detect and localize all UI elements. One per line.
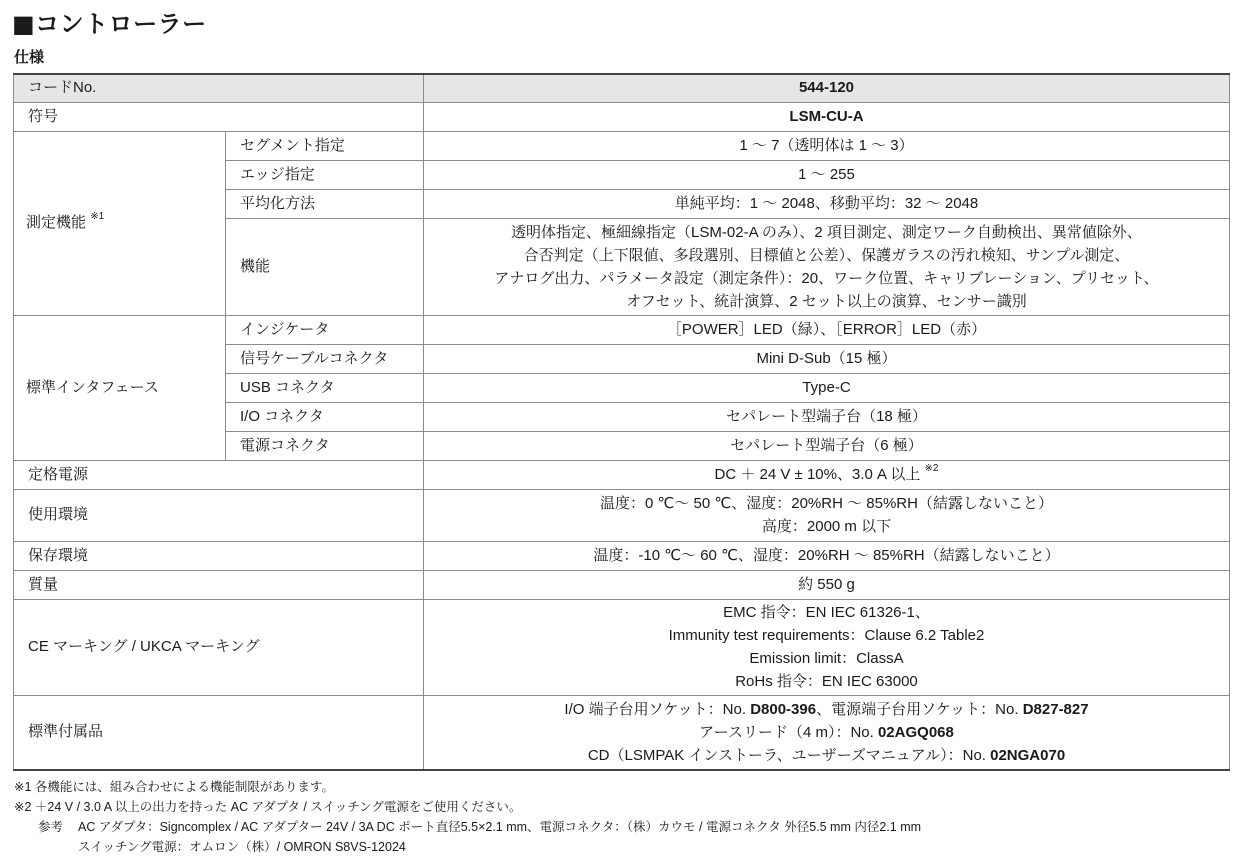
indicator-label: インジケータ	[226, 315, 424, 344]
rated-power-value: DC ＋ 24 V ± 10%、3.0 A 以上	[714, 465, 921, 483]
usb-connector-value: Type-C	[424, 373, 1230, 402]
table-row-mass	[14, 570, 1230, 599]
symbol-value: LSM-CU-A	[424, 102, 1230, 131]
storage-env-label: 保存環境	[14, 541, 424, 570]
averaging-label: 平均化方法	[226, 189, 424, 218]
table-row-operating-env	[14, 489, 1230, 541]
power-connector-value: セパレート型端子台（6 極）	[424, 431, 1230, 460]
operating-env-label: 使用環境	[14, 489, 424, 541]
function-line: オフセット、統計演算、2 セット以上の演算、センサー識別	[626, 292, 1027, 310]
function-line: アナログ出力、パラメータ設定（測定条件）：20、ワーク位置、キャリブレーション、プリセット、	[494, 269, 1159, 287]
edge-label: エッジ指定	[226, 160, 424, 189]
signal-connector-label: 信号ケーブルコネクタ	[226, 344, 424, 373]
accessories-label: 標準付属品	[14, 695, 424, 770]
spec-subheading: 仕様	[14, 48, 45, 66]
segment-label: セグメント指定	[226, 131, 424, 160]
part-number: D800-396	[750, 700, 817, 718]
table-row-accessories	[14, 695, 1230, 770]
table-row-storage-env	[14, 541, 1230, 570]
storage-env-value: 温度：-10 ℃～ 60 ℃、湿度：20%RH ～ 85%RH（結露しないこと）	[424, 541, 1230, 570]
io-connector-value: セパレート型端子台（18 極）	[424, 402, 1230, 431]
accessories-value	[424, 695, 1230, 770]
part-number: 02NGA070	[990, 746, 1066, 764]
symbol-label: 符号	[14, 102, 424, 131]
edge-value: 1 ～ 255	[424, 160, 1230, 189]
part-number: D827-827	[1022, 700, 1089, 718]
ce-line: Emission limit：ClassA	[749, 650, 904, 667]
spec-table	[13, 73, 1230, 771]
indicator-value: ［POWER］LED（緑）、［ERROR］LED（赤）	[424, 315, 1230, 344]
rated-power-cell	[424, 460, 1230, 489]
operating-env-value	[424, 489, 1230, 541]
io-connector-label: I/O コネクタ	[226, 402, 424, 431]
accessory-text: アースリード（4 m）：No.	[699, 723, 878, 741]
mass-value: 約 550 g	[424, 570, 1230, 599]
accessories-line	[428, 721, 1225, 744]
table-row-segment	[14, 131, 1230, 160]
table-row-rated-power	[14, 460, 1230, 489]
code-value: 544-120	[424, 74, 1230, 102]
reference-line-1	[14, 817, 1244, 837]
mass-label: 質量	[14, 570, 424, 599]
reference-label: 参考	[38, 820, 64, 834]
segment-value: 1 ～ 7（透明体は 1 ～ 3）	[424, 131, 1230, 160]
usb-connector-label: USB コネクタ	[226, 373, 424, 402]
measurement-label-cell	[14, 131, 226, 315]
footnotes	[14, 777, 1244, 857]
power-connector-label: 電源コネクタ	[226, 431, 424, 460]
part-number: 02AGQ068	[877, 723, 954, 741]
footnote-2: ※2 ＋24 V / 3.0 A 以上の出力を持った AC アダプタ / スイッチング電源をご使用ください。	[14, 800, 522, 814]
code-label: コードNo.	[14, 74, 424, 102]
table-row-ce	[14, 599, 1230, 695]
function-line: 合否判定（上下限値、多段選別、目標値と公差）、保護ガラスの汚れ検知、サンプル測定、	[523, 246, 1130, 264]
footnote-1: ※1 各機能には、組み合わせによる機能制限があります。	[14, 780, 334, 794]
operating-env-line: 高度：2000 m 以下	[761, 518, 892, 535]
accessories-line	[428, 744, 1225, 767]
ce-line: RoHs 指令：EN IEC 63000	[735, 673, 918, 690]
note2-mark: ※2	[924, 462, 939, 474]
ce-value	[424, 599, 1230, 695]
section-heading: ■コントローラー	[12, 10, 207, 38]
ce-label: CE マーキング / UKCA マーキング	[14, 599, 424, 695]
accessories-line	[428, 698, 1225, 721]
interface-label: 標準インタフェース	[14, 315, 226, 460]
averaging-value: 単純平均：1 ～ 2048、移動平均：32 ～ 2048	[424, 189, 1230, 218]
function-line: 透明体指定、極細線指定（LSM-02-A のみ）、2 項目測定、測定ワーク自動検出、異常値除外、	[511, 223, 1142, 241]
ce-line: Immunity test requirements：Clause 6.2 Table2	[668, 627, 985, 644]
rated-power-label: 定格電源	[14, 460, 424, 489]
table-row-code	[14, 74, 1230, 102]
reference-text: AC アダプタ：Signcomplex / AC アダプター 24V / 3A DC ポート直径5.5×2.1 mm、電源コネクタ：（株）カウモ / 電源コネクタ 外径5.5 mm 内径2.1 mm	[78, 820, 922, 834]
ce-line: EMC 指令：EN IEC 61326-1、	[723, 604, 930, 621]
signal-connector-value: Mini D-Sub（15 極）	[424, 344, 1230, 373]
accessory-text: 、電源端子台用ソケット：No.	[816, 700, 1023, 718]
measurement-label: 測定機能	[26, 214, 87, 231]
table-row-indicator	[14, 315, 1230, 344]
table-row-symbol	[14, 102, 1230, 131]
function-label: 機能	[226, 218, 424, 315]
note1-mark: ※1	[90, 211, 105, 222]
accessory-text: I/O 端子台用ソケット：No.	[564, 700, 751, 718]
operating-env-line: 温度：0 ℃～ 50 ℃、湿度：20%RH ～ 85%RH（結露しないこと）	[600, 495, 1053, 512]
reference-line-2: スイッチング電源：オムロン（株）/ OMRON S8VS-12024	[78, 840, 406, 854]
accessory-text: CD（LSMPAK インストーラ、ユーザーズマニュアル）：No.	[587, 746, 991, 764]
function-value	[424, 218, 1230, 315]
